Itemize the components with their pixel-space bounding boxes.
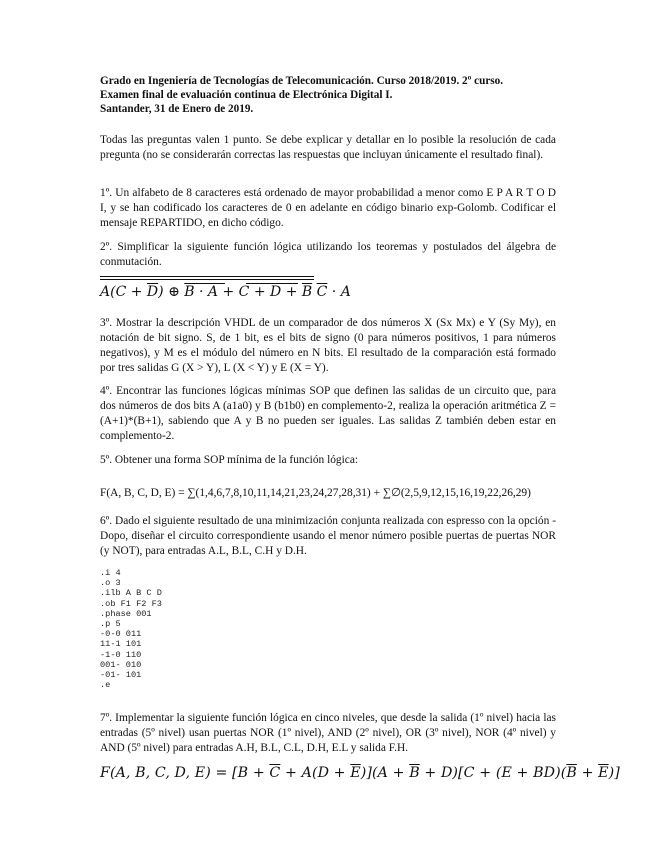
header-course: Grado en Ingeniería de Tecnologías de Telecomunicación. Curso 2018/2019. 2º curso. (100, 75, 504, 87)
question-5: 5º. Obtener una forma SOP mínima de la función lógica: (100, 454, 359, 466)
code-line: .i 4 (100, 568, 121, 578)
code-line: -0-0 011 (100, 629, 142, 640)
header-exam-title: Examen final de evaluación continua de Electrónica Digital I. (100, 89, 393, 101)
code-line: .ilb A B C D (100, 588, 162, 599)
question-3: 3º. Mostrar la descripción VHDL de un comparador de dos números X (Sx Mx) e Y (Sy My), en notación de bit signo. S, de 1 bit, es el bits de signo (0 para números positivos, 1 para números negativos), y M es el módulo del número en N bits. El resultado de la comparación está formado por tres salidas G (X > Y), L (X < Y) y E (X = Y). (100, 317, 556, 374)
code-line: 11-1 101 (100, 639, 142, 650)
intro-paragraph: Todas las preguntas valen 1 punto. Se debe explicar y detallar en lo posible la resolución de cada pregunta (no se considerarán correctas las respuestas que incluyan únicamente el resultado final). (100, 134, 556, 161)
code-line: .ob F1 F2 F3 (100, 598, 162, 609)
code-line: .o 3 (100, 578, 121, 589)
question-4: 4º. Encontrar las funciones lógicas mínimas SOP que definen las salidas de un circuito que, para dos números de dos bits A (a1a0) y B (b1b0) en complemento-2, realiza la operación aritmética Z = (A+1)*(B+1), sabiendo que A y B no pueden ser iguales. Las salidas Z también deben estar en complemento-2. (100, 385, 556, 442)
code-line: 001- 010 (100, 659, 142, 670)
question-1: 1º. Un alfabeto de 8 caracteres está ordenado de mayor probabilidad a menor como E P A R T O D I, y se han codificado los caracteres de 0 en adelante en código binario exp-Golomb. Codificar el mensaje REPARTIDO, en dicho código. (100, 187, 556, 229)
overbar-long-1 (100, 276, 314, 277)
code-line: -01- 101 (100, 670, 142, 681)
code-line: .p 5 (100, 619, 121, 630)
question-5-formula: F(A, B, C, D, E) = ∑(1,4,6,7,8,10,11,14,21,23,24,27,28,31) + ∑∅(2,5,9,12,15,16,19,22,26,29) (100, 487, 531, 499)
question-6: 6º. Dado el siguiente resultado de una minimización conjunta realizada con espresso con la opción -Dopo, diseñar el circuito correspondiente usando el menor número posible puertas de puertas NOR (y NOT), para entradas A.L, B.L, C.H y D.H. (100, 515, 556, 557)
question-2-expression: $A(C + \overline{D})$ ⊕ $\overline{B} \cdot \overline{A} + C + \overline{D} + \overline{B}$ $\overline{C} \cdot A$ (100, 284, 351, 300)
overbar-long-2 (100, 279, 314, 280)
exam-header (100, 74, 560, 116)
question-7: 7º. Implementar la siguiente función lógica en cinco niveles, que desde la salida (1º nivel) hacia las entradas (5º nivel) usan puertas NOR (1º nivel), AND (2º nivel), OR (3º nivel), NOR (4º nivel) y AND (5º nivel) para entradas A.H, B.L, C.L, D.H, E.L y salida F.H. (100, 712, 556, 754)
code-line: -1-0 110 (100, 649, 142, 660)
question-7-expression: F(A, B, C, D, $E) = [B + \overline{C} + A(D + \overline{E})](A + \overline{B} + D)[C + (E + BD)(\overline{B} + \overline{E})]$ (100, 765, 620, 781)
question-2: 2º. Simplificar la siguiente función lógica utilizando los teoremas y postulados del álgebra de conmutación. (100, 241, 556, 268)
header-date: Santander, 31 de Enero de 2019. (100, 103, 254, 115)
code-line: .phase 001 (100, 608, 152, 619)
espresso-output (100, 568, 162, 690)
code-line: .e (100, 680, 111, 691)
